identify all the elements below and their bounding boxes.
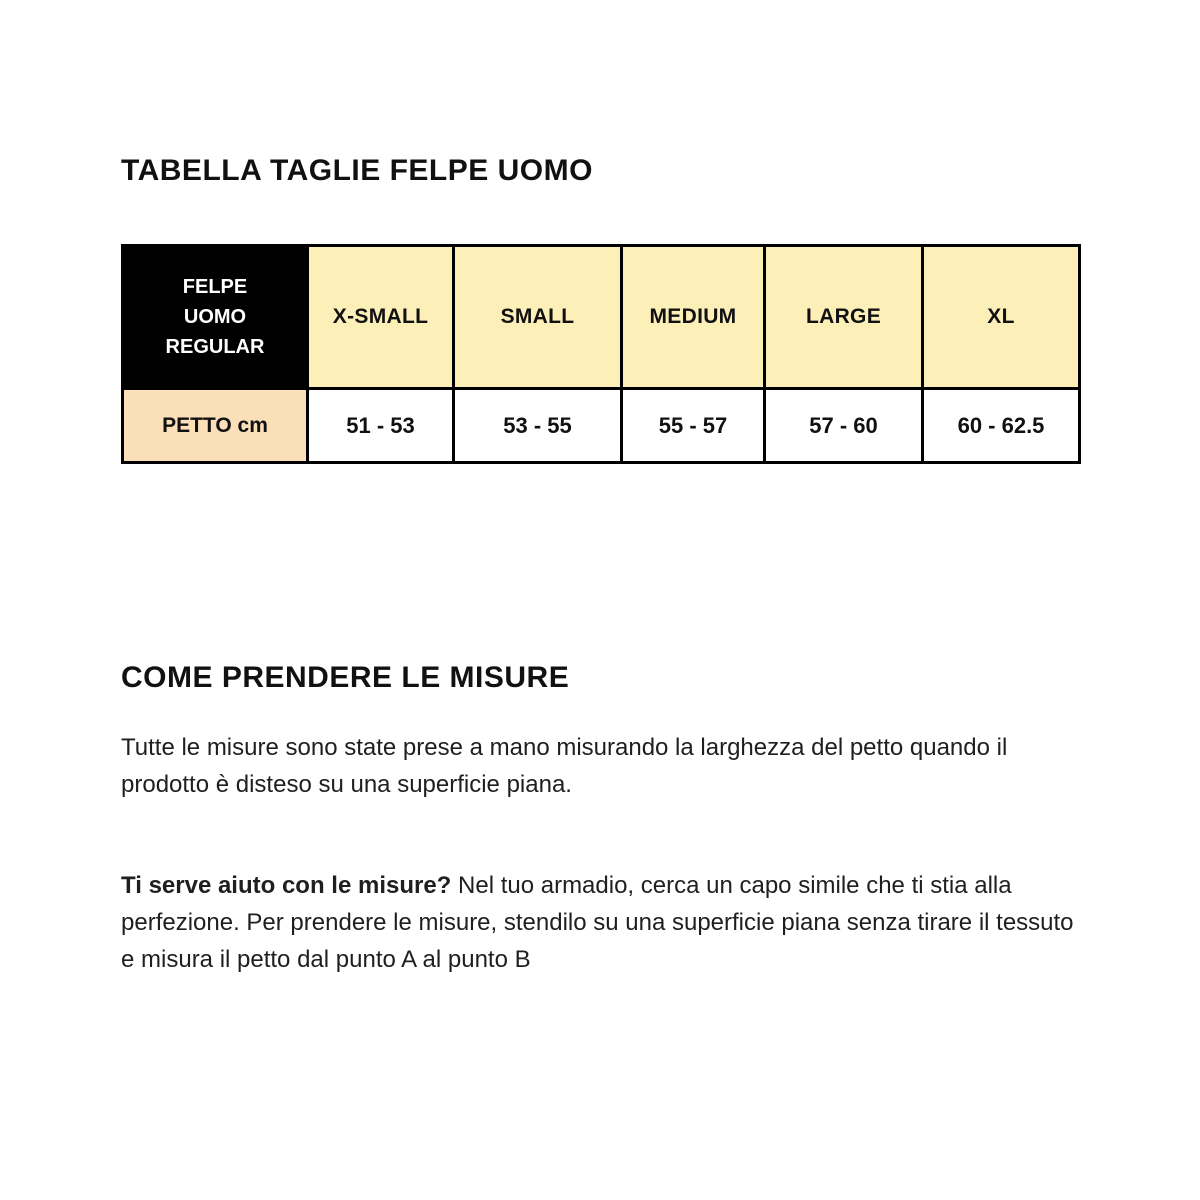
- size-table-header-row: [123, 246, 1080, 389]
- measure-help-paragraph: [121, 867, 1078, 978]
- size-column-header-xl: XL: [923, 246, 1080, 389]
- measure-help-rest: Nel tuo armadio, cerca un capo simile che ti stia alla perfezione. Per prendere le misure, stendilo su una superficie piana senza tirare il tessuto e misura il petto dal punto A al punto B: [121, 872, 1074, 973]
- measure-section-heading: COME PRENDERE LE MISURE: [121, 661, 570, 694]
- chest-value-xl: 60 - 62.5: [923, 389, 1080, 463]
- row-label-chest: PETTO cm: [123, 389, 308, 463]
- corner-label-line: REGULAR: [165, 336, 265, 358]
- size-column-header-xsmall: X-SMALL: [308, 246, 454, 389]
- chest-value-xsmall: 51 - 53: [308, 389, 454, 463]
- size-column-header-large: LARGE: [765, 246, 923, 389]
- chest-value-small: 53 - 55: [454, 389, 622, 463]
- measure-intro-paragraph: Tutte le misure sono state prese a mano misurando la larghezza del petto quando il prodotto è disteso su una superficie piana.: [121, 734, 1008, 798]
- size-column-header-medium: MEDIUM: [622, 246, 765, 389]
- size-column-header-small: SMALL: [454, 246, 622, 389]
- corner-label-line: FELPE: [182, 276, 248, 298]
- corner-label-line: UOMO: [183, 306, 247, 328]
- table-corner-cell: [123, 246, 308, 389]
- measure-help-lead: Ti serve aiuto con le misure?: [121, 872, 452, 899]
- page-title: TABELLA TAGLIE FELPE UOMO: [121, 154, 593, 187]
- chest-value-medium: 55 - 57: [622, 389, 765, 463]
- size-table: [121, 244, 1081, 464]
- page-content: [121, 0, 1078, 978]
- table-row-chest: [123, 389, 1080, 463]
- chest-value-large: 57 - 60: [765, 389, 923, 463]
